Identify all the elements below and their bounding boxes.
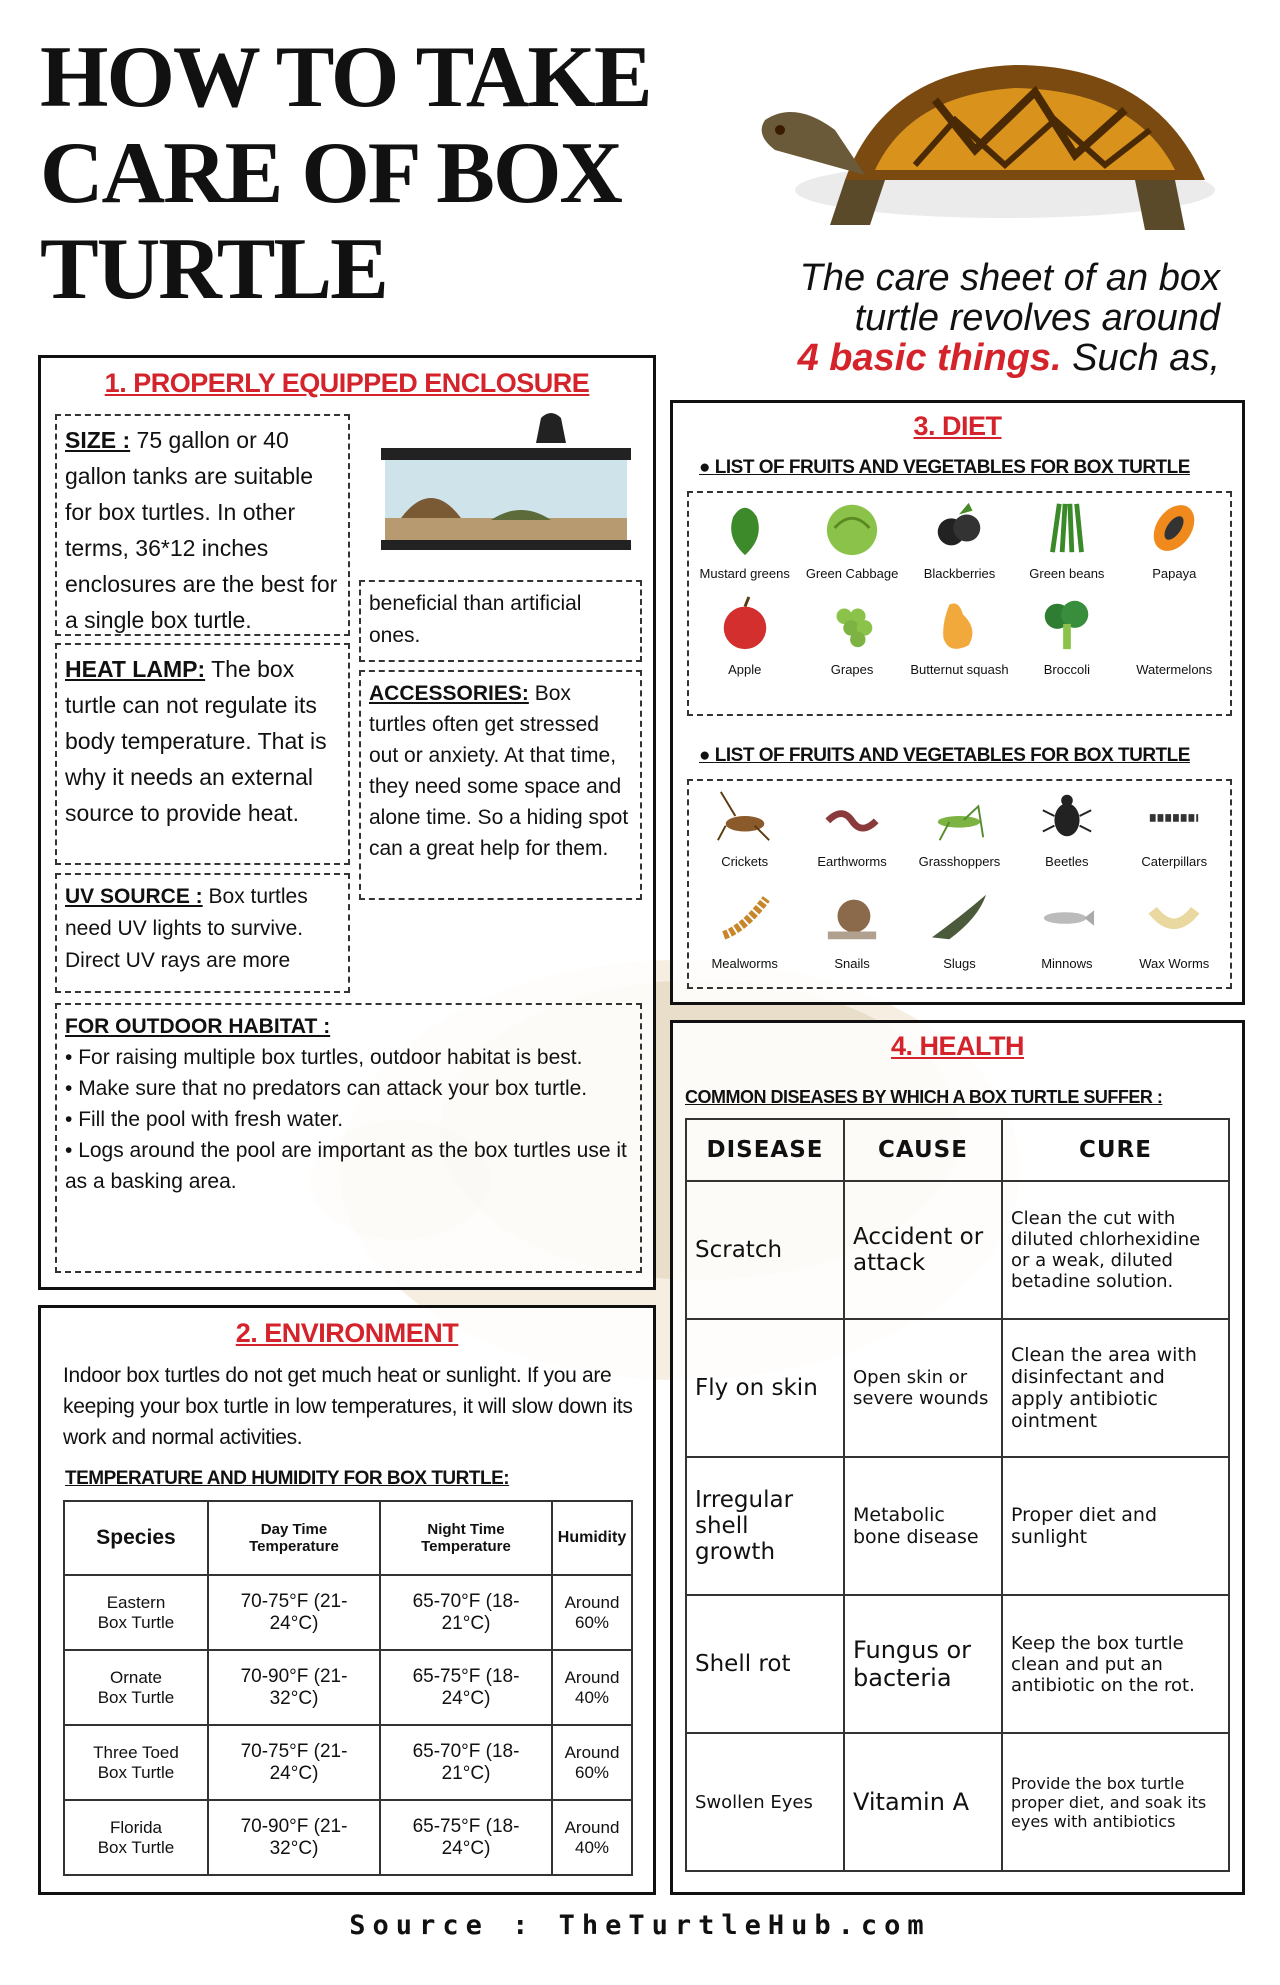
source-credit: Source : TheTurtleHub.com xyxy=(349,1910,931,1941)
minnow-icon xyxy=(1036,889,1098,947)
title-line: TURTLE xyxy=(40,221,387,318)
butternut-squash-icon xyxy=(928,595,990,653)
watermelon-icon xyxy=(1143,595,1205,653)
food-item: Mustard greens xyxy=(695,499,795,581)
food-item: Mealworms xyxy=(695,889,795,971)
temperature-table xyxy=(63,1500,633,1876)
uv-source-text: Box turtles need UV lights to survive. Direct UV rays are more xyxy=(65,885,308,972)
earthworm-icon xyxy=(821,787,883,845)
wax-worm-icon xyxy=(1143,889,1205,947)
tank-image xyxy=(371,408,631,558)
fruits-grid xyxy=(687,491,1232,716)
night-temp-cell: 65-75°F (18-24°C) xyxy=(380,1800,552,1875)
cure-cell: Clean the area with disinfectant and apply antibiotic ointment xyxy=(1002,1319,1229,1457)
food-item: Green Cabbage xyxy=(802,499,902,581)
heat-lamp-text: The box turtle can not regulate its body temperature. That is why it needs an external source to provide heat. xyxy=(65,656,327,826)
uv-source-box xyxy=(55,873,350,993)
column-header: CURE xyxy=(1002,1119,1229,1181)
fruits-row xyxy=(691,595,1228,677)
size-label: SIZE : xyxy=(65,427,131,453)
slug-icon xyxy=(928,889,990,947)
tagline-line: turtle revolves around xyxy=(854,297,1220,339)
papaya-icon xyxy=(1143,499,1205,557)
accessories-text: Box turtles often get stressed out or anxiety. At that time, they need some space and alone time. So a hiding spot can a great help for them. xyxy=(369,682,629,860)
column-header: Day Time Temperature xyxy=(208,1501,380,1575)
column-header: Species xyxy=(64,1501,208,1575)
grasshopper-icon xyxy=(928,787,990,845)
cabbage-icon xyxy=(821,499,883,557)
food-item: Watermelons xyxy=(1124,595,1224,677)
hero-turtle-image xyxy=(735,40,1225,250)
mealworm-icon xyxy=(714,889,776,947)
night-temp-cell: 65-75°F (18-24°C) xyxy=(380,1650,552,1725)
tagline xyxy=(700,258,1220,378)
day-temp-cell: 70-90°F (21-32°C) xyxy=(208,1800,380,1875)
page-title xyxy=(40,30,720,318)
table-row xyxy=(686,1181,1229,1319)
green-beans-icon xyxy=(1036,499,1098,557)
cause-cell: Fungus or bacteria xyxy=(844,1595,1002,1733)
disease-cell: Shell rot xyxy=(686,1595,844,1733)
diet-panel xyxy=(670,400,1245,1005)
title-line: CARE OF BOX xyxy=(40,125,621,222)
humidity-cell: Around 40% xyxy=(552,1650,632,1725)
night-temp-cell: 65-70°F (18-21°C) xyxy=(380,1725,552,1800)
uv-source-continued-box: beneficial than artificial ones. xyxy=(359,580,642,662)
disease-cell: Scratch xyxy=(686,1181,844,1319)
food-item: Broccoli xyxy=(1017,595,1117,677)
species-cell: Three Toed Box Turtle xyxy=(64,1725,208,1800)
species-cell: Florida Box Turtle xyxy=(64,1800,208,1875)
health-panel xyxy=(670,1020,1245,1895)
outdoor-item: • For raising multiple box turtles, outdoor habitat is best. xyxy=(65,1046,583,1069)
disease-cell: Irregular shell growth xyxy=(686,1457,844,1595)
outdoor-habitat-box xyxy=(55,1003,642,1273)
cricket-icon xyxy=(714,787,776,845)
outdoor-item: • Logs around the pool are important as the box turtles use it as a basking area. xyxy=(65,1139,627,1193)
table-header-row xyxy=(64,1501,632,1575)
food-item: Beetles xyxy=(1017,787,1117,869)
proteins-row xyxy=(691,787,1228,869)
diet-heading: 3. DIET xyxy=(913,411,1002,441)
food-item: Papaya xyxy=(1124,499,1224,581)
health-heading: 4. HEALTH xyxy=(890,1031,1024,1061)
food-item: Apple xyxy=(695,595,795,677)
proteins-grid xyxy=(687,779,1232,989)
heat-lamp-box xyxy=(55,643,350,865)
cure-cell: Provide the box turtle proper diet, and soak its eyes with antibiotics xyxy=(1002,1733,1229,1871)
food-item: Butternut squash xyxy=(909,595,1009,677)
cure-cell: Clean the cut with diluted chlorhexidine or a weak, diluted betadine solution. xyxy=(1002,1181,1229,1319)
fruits-list-heading: ● LIST OF FRUITS AND VEGETABLES FOR BOX TURTLE xyxy=(699,457,1190,478)
species-cell: Ornate Box Turtle xyxy=(64,1650,208,1725)
cure-cell: Keep the box turtle clean and put an antibiotic on the rot. xyxy=(1002,1595,1229,1733)
heat-lamp-label: HEAT LAMP: xyxy=(65,656,206,682)
table-row xyxy=(686,1319,1229,1457)
accessories-label: ACCESSORIES: xyxy=(369,682,529,705)
size-box xyxy=(55,414,350,636)
night-temp-cell: 65-70°F (18-21°C) xyxy=(380,1575,552,1650)
tagline-line: The care sheet of an box xyxy=(799,257,1220,299)
column-header: Night Time Temperature xyxy=(380,1501,552,1575)
food-item: Blackberries xyxy=(909,499,1009,581)
table-header-row xyxy=(686,1119,1229,1181)
outdoor-item: • Make sure that no predators can attack your box turtle. xyxy=(65,1077,588,1100)
proteins-row xyxy=(691,889,1228,971)
table-row xyxy=(686,1457,1229,1595)
cure-cell: Proper diet and sunlight xyxy=(1002,1457,1229,1595)
proteins-list-heading: ● LIST OF FRUITS AND VEGETABLES FOR BOX TURTLE xyxy=(699,745,1190,766)
column-header: Humidity xyxy=(552,1501,632,1575)
food-item: Wax Worms xyxy=(1124,889,1224,971)
mustard-greens-icon xyxy=(714,499,776,557)
food-item: Grapes xyxy=(802,595,902,677)
day-temp-cell: 70-90°F (21-32°C) xyxy=(208,1650,380,1725)
species-cell: Eastern Box Turtle xyxy=(64,1575,208,1650)
table-row xyxy=(686,1733,1229,1871)
outdoor-habitat-label: FOR OUTDOOR HABITAT : xyxy=(65,1015,331,1038)
enclosure-heading: 1. PROPERLY EQUIPPED ENCLOSURE xyxy=(104,368,590,398)
food-item: Earthworms xyxy=(802,787,902,869)
food-item: Grasshoppers xyxy=(909,787,1009,869)
food-item: Crickets xyxy=(695,787,795,869)
cause-cell: Metabolic bone disease xyxy=(844,1457,1002,1595)
food-item: Minnows xyxy=(1017,889,1117,971)
beetle-icon xyxy=(1036,787,1098,845)
humidity-cell: Around 60% xyxy=(552,1575,632,1650)
disease-cell: Fly on skin xyxy=(686,1319,844,1457)
cause-cell: Vitamin A xyxy=(844,1733,1002,1871)
snail-icon xyxy=(821,889,883,947)
environment-heading: 2. ENVIRONMENT xyxy=(235,1318,459,1348)
day-temp-cell: 70-75°F (21-24°C) xyxy=(208,1575,380,1650)
food-item: Caterpillars xyxy=(1124,787,1224,869)
size-text: 75 gallon or 40 gallon tanks are suitable for box turtles. In other terms, 36*12 inches enclosures are the best for a single box turtle. xyxy=(65,427,338,633)
enclosure-panel xyxy=(38,355,656,1290)
table-row xyxy=(64,1800,632,1875)
caterpillar-icon xyxy=(1143,787,1205,845)
temperature-table-heading: TEMPERATURE AND HUMIDITY FOR BOX TURTLE: xyxy=(65,1468,510,1489)
cause-cell: Open skin or severe wounds xyxy=(844,1319,1002,1457)
environment-panel xyxy=(38,1305,656,1895)
broccoli-icon xyxy=(1036,595,1098,653)
diseases-subheading: COMMON DISEASES BY WHICH A BOX TURTLE SUFFER : xyxy=(685,1087,1163,1107)
day-temp-cell: 70-75°F (21-24°C) xyxy=(208,1725,380,1800)
diseases-table xyxy=(685,1118,1230,1872)
outdoor-item: • Fill the pool with fresh water. xyxy=(65,1108,344,1131)
food-item: Green beans xyxy=(1017,499,1117,581)
uv-source-label: UV SOURCE : xyxy=(65,885,203,908)
tagline-rest: Such as, xyxy=(1061,337,1220,379)
blackberries-icon xyxy=(928,499,990,557)
environment-intro: Indoor box turtles do not get much heat or sunlight. If you are keeping your box turtle in low temperatures, it will slow down its work and normal activities. xyxy=(63,1364,633,1449)
disease-cell: Swollen Eyes xyxy=(686,1733,844,1871)
table-row xyxy=(64,1725,632,1800)
apple-icon xyxy=(714,595,776,653)
title-line: HOW TO TAKE xyxy=(40,29,651,126)
fruits-row xyxy=(691,499,1228,581)
tagline-highlight: 4 basic things. xyxy=(797,337,1062,379)
table-row xyxy=(686,1595,1229,1733)
column-header: CAUSE xyxy=(844,1119,1002,1181)
food-item: Slugs xyxy=(909,889,1009,971)
humidity-cell: Around 60% xyxy=(552,1725,632,1800)
cause-cell: Accident or attack xyxy=(844,1181,1002,1319)
food-item: Snails xyxy=(802,889,902,971)
humidity-cell: Around 40% xyxy=(552,1800,632,1875)
column-header: DISEASE xyxy=(686,1119,844,1181)
grapes-icon xyxy=(821,595,883,653)
table-row xyxy=(64,1575,632,1650)
tagline-line xyxy=(700,338,1220,378)
table-row xyxy=(64,1650,632,1725)
accessories-box xyxy=(359,670,642,900)
